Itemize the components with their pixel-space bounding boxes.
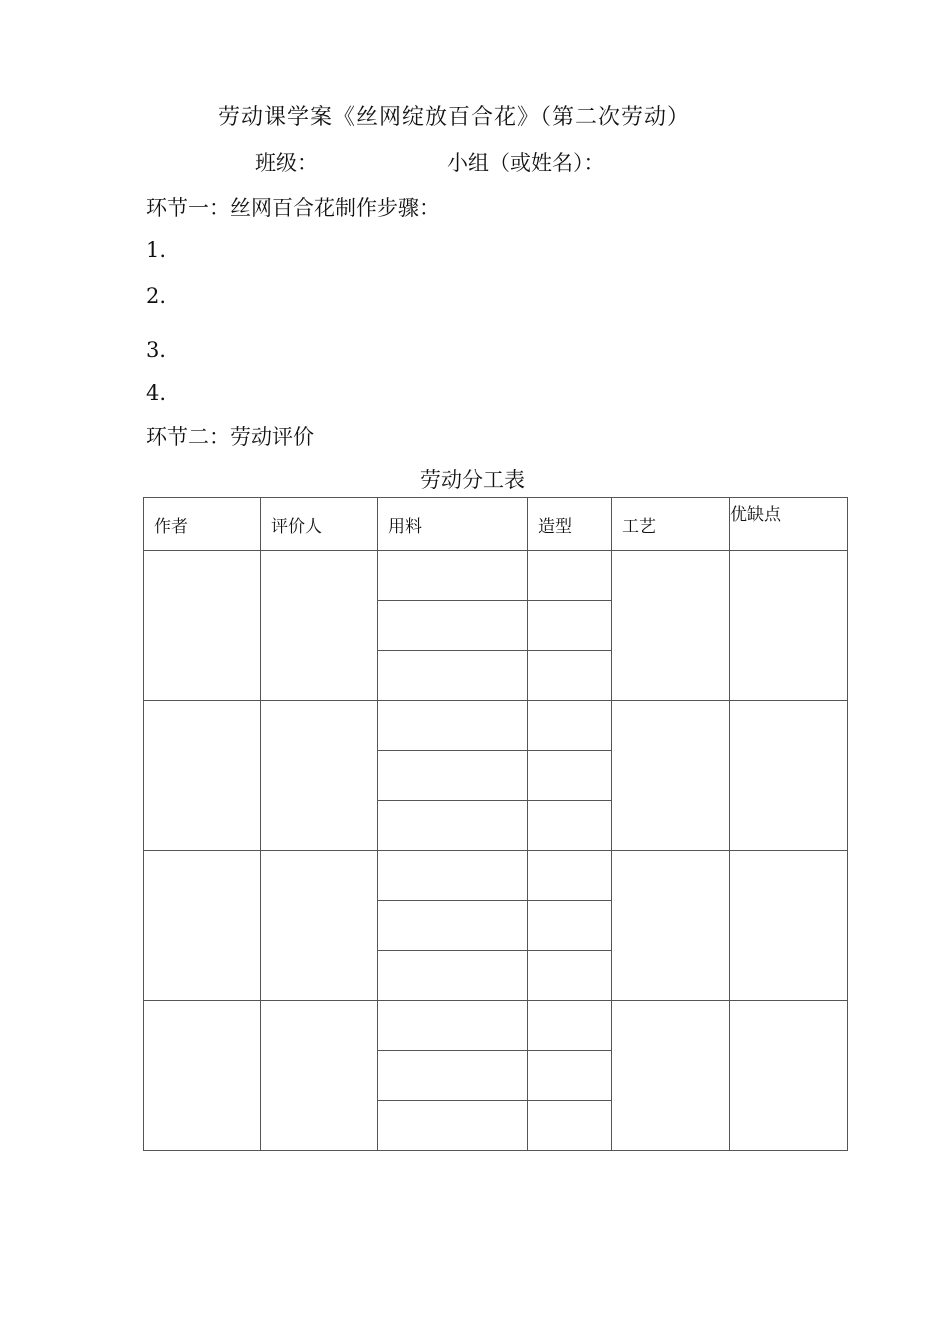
shape-cell (528, 1001, 612, 1051)
labor-division-table (143, 497, 848, 1151)
table-row (144, 701, 848, 751)
header-craft: 工艺 (612, 498, 730, 551)
step-2: 2. (146, 284, 167, 308)
table-title: 劳动分工表 (420, 468, 525, 492)
step-4: 4. (146, 381, 167, 405)
header-evaluator: 评价人 (261, 498, 378, 551)
shape-cell (528, 951, 612, 1001)
table-header-row (144, 498, 848, 551)
materials-cell (378, 1101, 528, 1151)
shape-cell (528, 701, 612, 751)
craft-cell (612, 551, 730, 701)
header-shape: 造型 (528, 498, 612, 551)
group-label: 小组（或姓名）： (447, 151, 605, 175)
materials-cell (378, 651, 528, 701)
header-author: 作者 (144, 498, 261, 551)
pros-cons-cell (730, 851, 848, 1001)
author-cell (144, 551, 261, 701)
craft-cell (612, 851, 730, 1001)
step-3: 3． (146, 338, 181, 362)
shape-cell (528, 1101, 612, 1151)
materials-cell (378, 801, 528, 851)
shape-cell (528, 551, 612, 601)
author-cell (144, 701, 261, 851)
craft-cell (612, 701, 730, 851)
section-two-heading: 环节二：劳动评价 (146, 425, 314, 449)
pros-cons-cell (730, 1001, 848, 1151)
craft-cell (612, 1001, 730, 1151)
pros-cons-cell (730, 551, 848, 701)
pros-cons-cell (730, 701, 848, 851)
materials-cell (378, 851, 528, 901)
materials-cell (378, 701, 528, 751)
shape-cell (528, 801, 612, 851)
shape-cell (528, 601, 612, 651)
author-cell (144, 851, 261, 1001)
page-title: 劳动课学案《丝网绽放百合花》（第二次劳动） (218, 105, 691, 130)
materials-cell (378, 1001, 528, 1051)
shape-cell (528, 851, 612, 901)
shape-cell (528, 901, 612, 951)
shape-cell (528, 1051, 612, 1101)
header-pros-cons: 优缺点 (730, 498, 848, 551)
evaluator-cell (261, 1001, 378, 1151)
evaluator-cell (261, 551, 378, 701)
section-one-heading: 环节一：丝网百合花制作步骤： (146, 196, 440, 220)
table-row (144, 851, 848, 901)
author-cell (144, 1001, 261, 1151)
materials-cell (378, 751, 528, 801)
materials-cell (378, 601, 528, 651)
materials-cell (378, 901, 528, 951)
evaluator-cell (261, 851, 378, 1001)
header-materials: 用料 (378, 498, 528, 551)
shape-cell (528, 751, 612, 801)
shape-cell (528, 651, 612, 701)
class-label: 班级： (255, 151, 318, 175)
materials-cell (378, 1051, 528, 1101)
table-row (144, 1001, 848, 1051)
materials-cell (378, 951, 528, 1001)
table-row (144, 551, 848, 601)
evaluator-cell (261, 701, 378, 851)
step-1: 1. (146, 238, 167, 262)
materials-cell (378, 551, 528, 601)
